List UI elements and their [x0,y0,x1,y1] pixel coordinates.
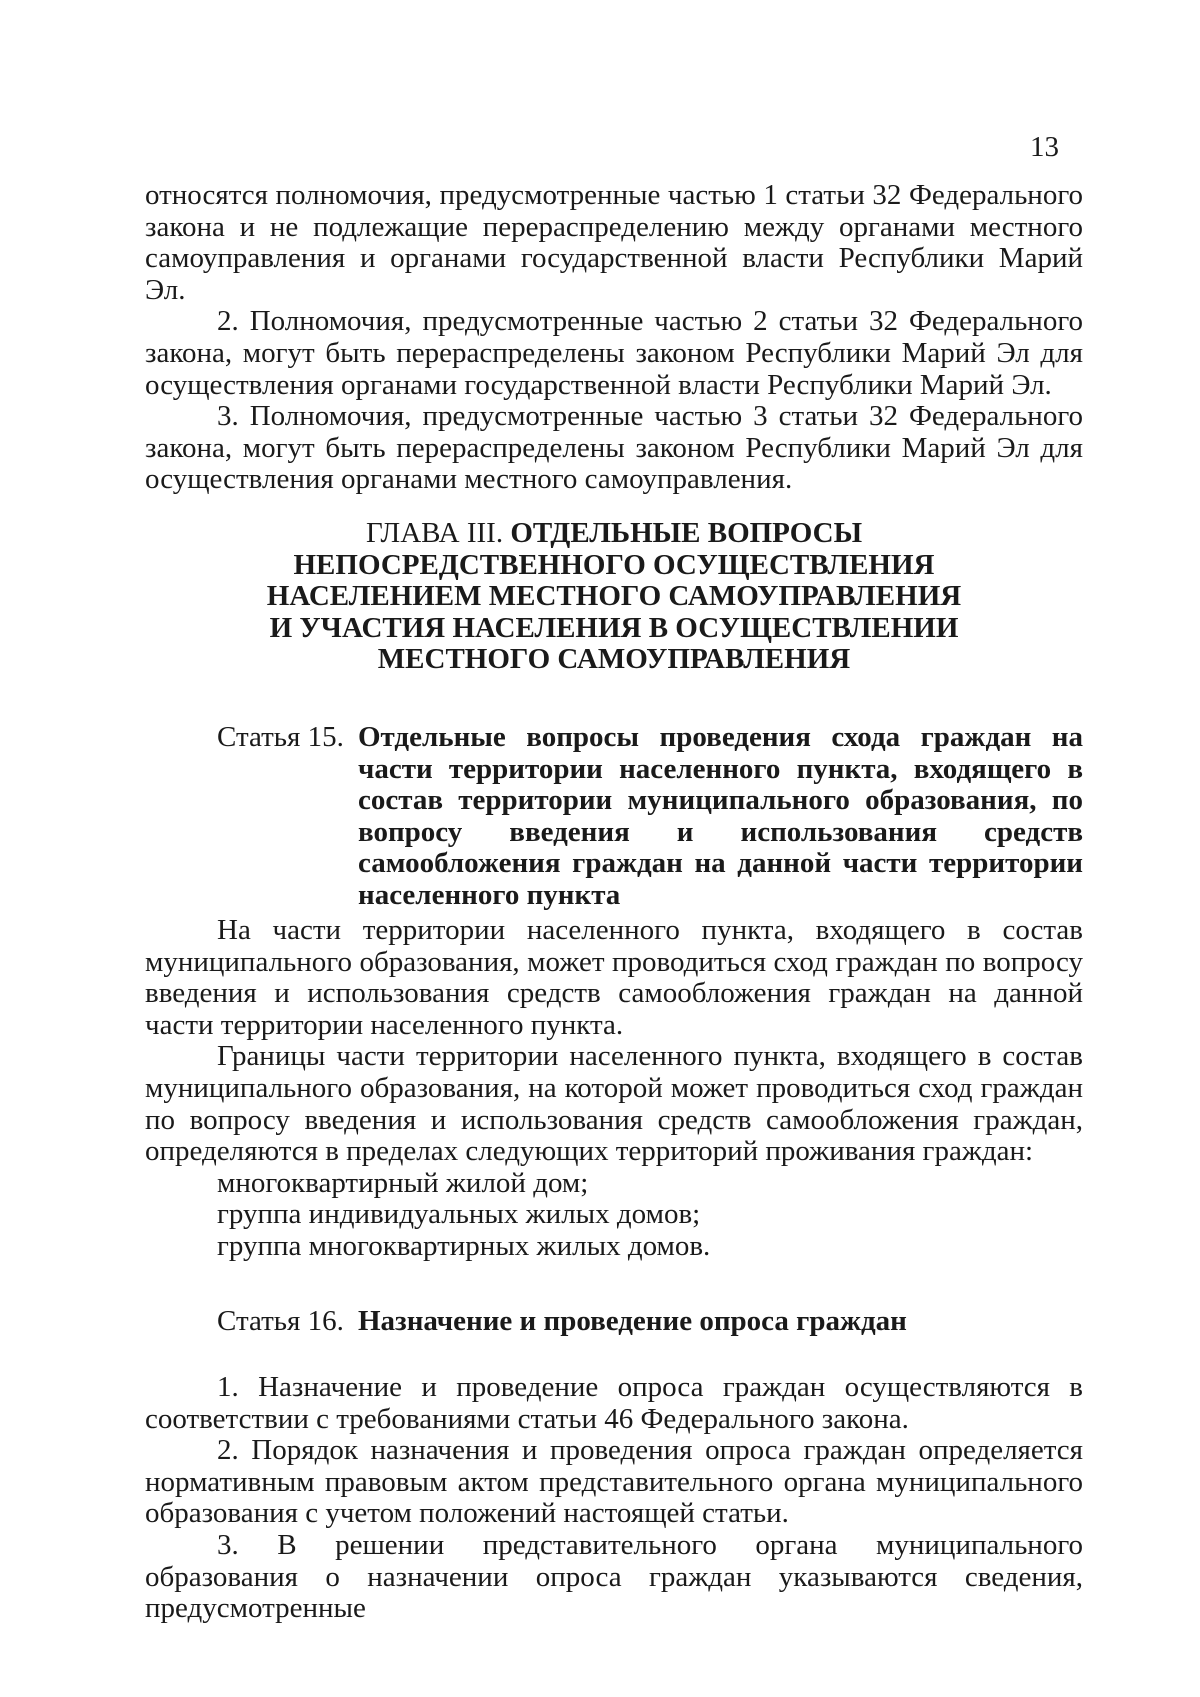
paragraph: 2. Порядок назначения и проведения опроса граждан определяется нормативным правовым актом представительного органа муниципального образования с учетом положений настоящей статьи. [145,1434,1083,1530]
intro-block [145,180,1083,496]
chapter-heading-line [145,518,1083,550]
chapter-title-part: ОТДЕЛЬНЫЕ ВОПРОСЫ [510,517,863,549]
chapter-prefix: ГЛАВА III. [365,517,504,549]
list-item: группа многоквартирных жилых домов. [217,1229,711,1262]
paragraph: относятся полномочия, предусмотренные частью 1 статьи 32 Федерального закона и не подлежащие перераспределению между органами местного самоуправления и органами государственной власти Республики Марий Эл. [145,179,1083,306]
chapter-title-part: МЕСТНОГО САМОУПРАВЛЕНИЯ [377,643,851,676]
paragraph: 2. Полномочия, предусмотренные частью 2 статьи 32 Федерального закона, могут быть перераспределены законом Республики Марий Эл для осуществления органами государственной власти Республики Марий Эл. [145,305,1083,401]
article-number: Статья 15. [217,721,344,753]
chapter-title-part: НЕПОСРЕДСТВЕННОГО ОСУЩЕСТВЛЕНИЯ [293,548,935,581]
article-15-body [145,915,1083,1263]
chapter-title-part: И УЧАСТИЯ НАСЕЛЕНИЯ В ОСУЩЕСТВЛЕНИИ [269,611,959,644]
paragraph: 1. Назначение и проведение опроса граждан осуществляются в соответствии с требованиями статьи 46 Федерального закона. [145,1371,1083,1435]
list-item: группа индивидуальных жилых домов; [217,1198,701,1231]
paragraph: Границы части территории населенного пункта, входящего в состав муниципального образования, на которой может проводиться сход граждан по вопросу введения и использования средств самообложения граждан, определяются в пределах следующих территорий проживания граждан: [145,1040,1083,1168]
list-item: многоквартирный жилой дом; [217,1166,589,1199]
chapter-title-part: НАСЕЛЕНИЕМ МЕСТНОГО САМОУПРАВЛЕНИЯ [266,580,962,613]
article-15-heading [217,722,1083,912]
chapter-heading [145,518,1083,676]
paragraph: 3. Полномочия, предусмотренные частью 3 статьи 32 Федерального закона, могут быть перераспределены законом Республики Марий Эл для осуществления органами местного самоуправления. [145,400,1083,496]
article-16-heading [217,1306,1083,1338]
page-number: 13 [1030,131,1059,163]
paragraph: 3. В решении представительного органа муниципального образования о назначении опроса граждан указываются сведения, предусмотренные [145,1528,1083,1625]
paragraph: На части территории населенного пункта, входящего в состав муниципального образования, может проводиться сход граждан по вопросу введения и использования средств самообложения граждан на данной части территории населенного пункта. [145,914,1083,1041]
article-title: Отдельные вопросы проведения схода граждан на части территории населенного пункта, входящего в состав территории муниципального образования, по вопросу введения и использования средств самообложения граждан на данной части территории населенного пункта [358,721,1083,911]
article-number: Статья 16. [217,1305,344,1337]
article-16-body [145,1372,1083,1625]
article-title: Назначение и проведение опроса граждан [358,1305,907,1337]
